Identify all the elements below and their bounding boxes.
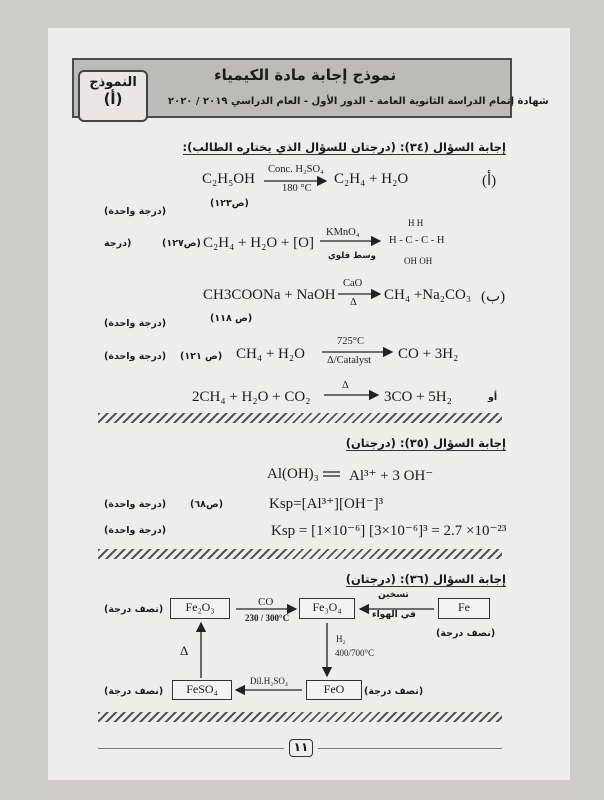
box-feso4: FeSO₄ (172, 680, 232, 700)
footer-rule-right (318, 748, 502, 749)
q34-eq3-condition-bottom: Δ (350, 297, 357, 308)
q34-eq3-grade: (درجة واحدة) (104, 318, 167, 329)
q34-eq5-products: 3CO + 5H₂ (384, 389, 452, 405)
q34-eq1-condition-top: Conc. H₂SO₄ (268, 164, 324, 175)
q35-eq1-products: Al³⁺ + 3 OH⁻ (349, 468, 434, 484)
q34-eq4-grade: (درجة واحدة) (104, 351, 167, 362)
arrow-heat-air-label: في الهواء (372, 610, 416, 620)
box-fe: Fe (438, 598, 490, 619)
footer-rule-left (98, 748, 284, 749)
model-letter: (أ) (103, 90, 123, 108)
header-title: نموذج إجابة مادة الكيمياء (214, 66, 397, 84)
q34-eq4-condition-top: 725°C (337, 336, 364, 347)
q34-part-a: (أ) (482, 173, 497, 189)
q35-eq2-page-ref: (ص٦٨) (190, 499, 224, 510)
q34-eq2-grade: (درجة (104, 238, 132, 249)
q34-eq4-condition-bottom: Δ/Catalyst (327, 355, 372, 366)
q34-or-label: أو (488, 392, 498, 403)
q36-heading: إجابة السؤال (٣٦): (درجتان) (345, 572, 506, 586)
q35-eq2-grade: (درجة واحدة) (104, 499, 167, 510)
q34-eq3-products: CH₄ +Na₂CO₃ (384, 287, 472, 303)
model-label: النموذج (89, 75, 137, 90)
q34-eq1-page-ref: (ص١٢٣) (210, 198, 249, 209)
q34-eq1-products: C₂H₄ + H₂O (334, 171, 409, 187)
arrow-h2-label: H₂ (336, 634, 346, 644)
arrow-co-label: CO (258, 596, 274, 608)
box-feo: FeO (306, 680, 362, 700)
page-number: ١١ (289, 739, 313, 757)
q35-heading: إجابة السؤال (٣٥): (درجتان) (345, 436, 506, 450)
q34-eq3-reactants: CH3COONa + NaOH (203, 287, 336, 303)
q34-part-b: (ب) (481, 289, 506, 305)
q35-ksp-expression: Ksp=[Al³⁺][OH⁻]³ (269, 496, 384, 512)
q34-eq4-products: CO + 3H₂ (398, 346, 459, 362)
q34-eq2-reactants: C₂H₄ + H₂O + [O] (203, 235, 314, 251)
q34-eq5-reactants: 2CH₄ + H₂O + CO₂ (192, 389, 311, 405)
q34-eq4-reactants: CH₄ + H₂O (236, 346, 305, 362)
q34-eq2-product-middle: H - C - C - H (389, 235, 445, 246)
q36-grade-fe: (نصف درجة) (436, 628, 496, 639)
q36-grade-feso4: (نصف درجة) (104, 686, 164, 697)
q36-grade-feo: (نصف درجة) (364, 686, 424, 697)
q34-heading: إجابة السؤال (٣٤): (درجتان للسؤال الذي يختاره الطالب): (182, 140, 506, 154)
q34-eq1-reactant: C₂H₅OH (202, 171, 255, 187)
q34-eq2-condition-bottom: وسط قلوي (328, 251, 376, 261)
q34-eq1-condition-bottom: 180 °C (282, 183, 312, 194)
arrow-delta-label: Δ (180, 643, 189, 658)
q35-ksp-calculation: Ksp = [1×10⁻⁶] [3×10⁻⁶]³ = 2.7 ×10⁻²³ (271, 523, 507, 539)
q34-eq2-condition-top: KMnO₄ (326, 227, 360, 238)
q34-eq5-condition-top: Δ (342, 380, 349, 391)
header-subtitle: شهادة إتمام الدراسة الثانوية العامة - الدور الأول - العام الدراسي ٢٠١٩ / ٢٠٢٠ (168, 96, 549, 107)
q36-grade-fe2o3: (نصف درجة) (104, 604, 164, 615)
arrow-acid-label: Dil.H₂SO₄ (250, 676, 289, 686)
q35-eq3-grade: (درجة واحدة) (104, 525, 167, 536)
q34-eq2-page-ref: (ص١٢٧) (162, 238, 201, 249)
arrow-co-temperature: 230 / 300°C (245, 613, 290, 623)
q34-eq2-product-top: H H (408, 218, 424, 228)
arrow-h2-temperature: 400/700°C (335, 648, 375, 658)
q35-eq1-reactant: Al(OH)₃ (267, 466, 319, 482)
q34-eq3-condition-top: CaO (343, 278, 363, 289)
q34-eq4-page-ref: (ص ١٢١) (180, 351, 223, 362)
box-fe3o4: Fe₃O₄ (299, 598, 355, 619)
arrow-heat-label: تسخين (378, 590, 409, 600)
q34-eq3-page-ref: (ص ١١٨) (210, 313, 253, 324)
q34-eq2-product-bottom: OH OH (404, 256, 433, 266)
box-fe2o3: Fe₂O₃ (170, 598, 230, 619)
q34-eq1-grade: (درجة واحدة) (104, 206, 167, 217)
